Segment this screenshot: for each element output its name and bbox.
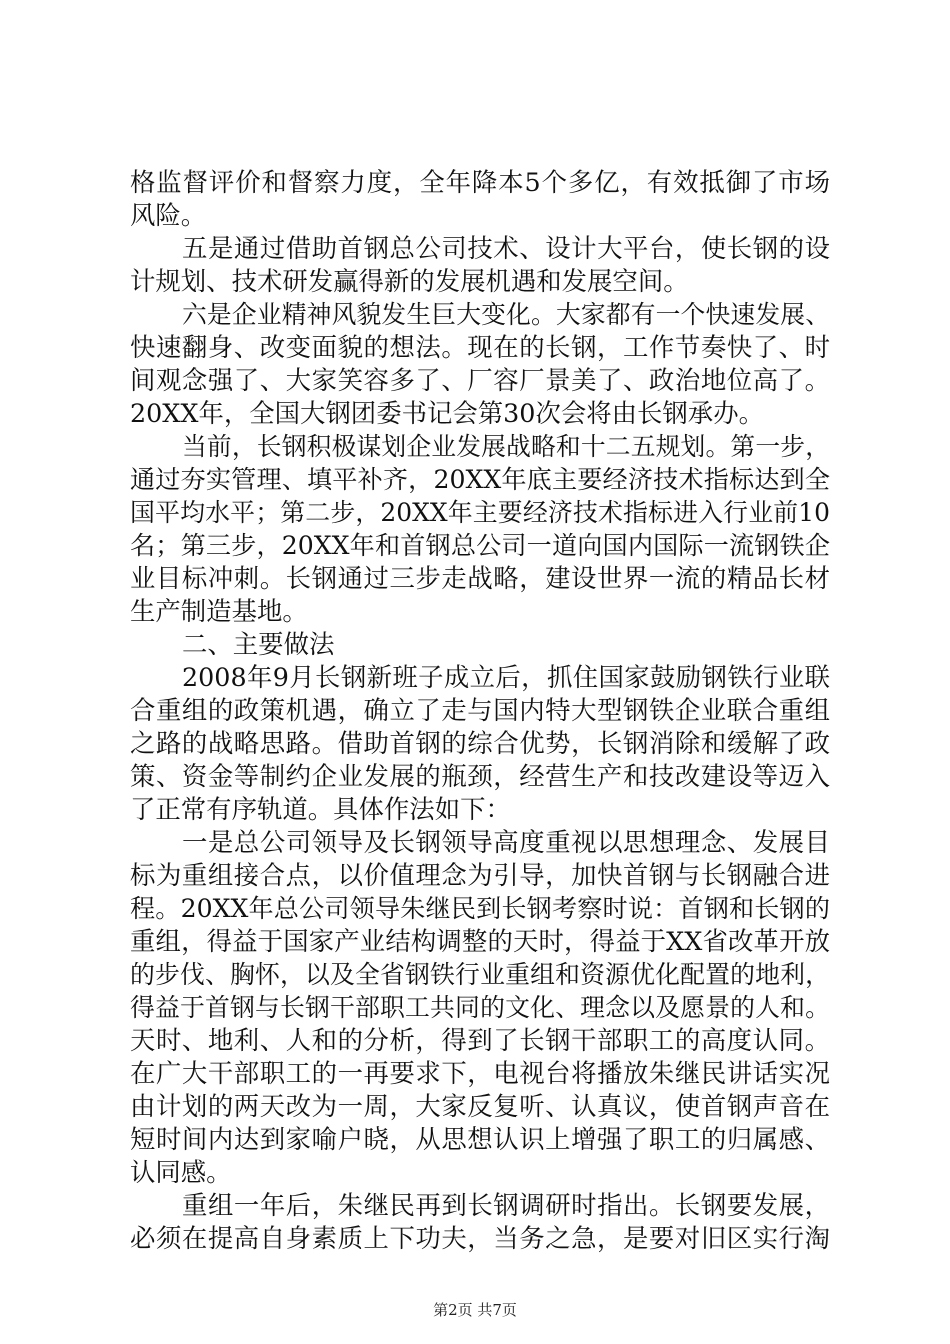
paragraph-line: 由计划的两天改为一周，大家反复听、认真议，使首钢声音在 (130, 1091, 830, 1121)
paragraph-line: 业目标冲刺。长钢通过三步走战略，建设世界一流的精品长材 (130, 563, 830, 593)
paragraph-line: 国平均水平；第二步，20XX年主要经济技术指标进入行业前10 (130, 498, 830, 527)
paragraph-line: 策、资金等制约企业发展的瓶颈，经营生产和技改建设等迈入 (130, 761, 830, 791)
paragraph-line: 六是企业精神风貌发生巨大变化。大家都有一个快速发展、 (182, 300, 830, 329)
paragraph-line: 之路的战略思路。借助首钢的综合优势，长钢消除和缓解了政 (130, 728, 830, 758)
paragraph-line: 生产制造基地。 (130, 596, 308, 626)
paragraph-line: 一是总公司领导及长钢领导高度重视以思想理念、发展目 (182, 827, 830, 857)
paragraph-line: 通过夯实管理、填平补齐，20XX年底主要经济技术指标达到全 (130, 465, 830, 494)
paragraph-line: 在广大干部职工的一再要求下，电视台将播放朱继民讲话实况 (130, 1058, 830, 1088)
paragraph-line: 计规划、技术研发赢得新的发展机遇和发展空间。 (130, 266, 689, 296)
paragraph-line: 程。20XX年总公司领导朱继民到长钢考察时说：首钢和长钢的 (130, 894, 830, 923)
paragraph-line: 格监督评价和督察力度，全年降本5个多亿，有效抵御了市场 (130, 167, 830, 197)
paragraph-line: 必须在提高自身素质上下功夫，当务之急，是要对旧区实行淘 (130, 1223, 830, 1253)
paragraph-line: 重组一年后，朱继民再到长钢调研时指出。长钢要发展， (182, 1190, 830, 1220)
paragraph-line: 短时间内达到家喻户晓，从思想认识上增强了职工的归属感、 (130, 1124, 830, 1154)
page-number-footer: 第2页 共7页 (433, 1301, 517, 1319)
paragraph-line: 的步伐、胸怀，以及全省钢铁行业重组和资源优化配置的地利， (130, 960, 830, 989)
paragraph-line: 五是通过借助首钢总公司技术、设计大平台，使长钢的设 (182, 233, 830, 263)
paragraph-line: 20XX年，全国大钢团委书记会第30次会将由长钢承办。 (130, 398, 764, 428)
document-body (130, 166, 830, 1255)
paragraph-line: 天时、地利、人和的分析，得到了长钢干部职工的高度认同。 (130, 1025, 830, 1055)
paragraph-line: 认同感。 (130, 1157, 232, 1187)
paragraph-line: 合重组的政策机遇，确立了走与国内特大型钢铁企业联合重组 (130, 695, 830, 725)
paragraph-line: 间观念强了、大家笑容多了、厂容厂景美了、政治地位高了。 (130, 365, 830, 395)
paragraph-line: 重组，得益于国家产业结构调整的天时，得益于XX省改革开放 (130, 926, 830, 956)
paragraph-line: 了正常有序轨道。具体作法如下： (130, 794, 511, 824)
paragraph-line: 名；第三步，20XX年和首钢总公司一道向国内国际一流钢铁企 (130, 531, 830, 560)
paragraph-line: 2008年9月长钢新班子成立后，抓住国家鼓励钢铁行业联 (182, 662, 830, 692)
paragraph-line: 快速翻身、改变面貌的想法。现在的长钢，工作节奏快了、时 (130, 332, 830, 362)
section-heading: 二、主要做法 (182, 629, 335, 659)
paragraph-line: 风险。 (130, 200, 207, 230)
paragraph-line: 标为重组接合点，以价值理念为引导，加快首钢与长钢融合进 (130, 860, 830, 890)
paragraph-line: 得益于首钢与长钢干部职工共同的文化、理念以及愿景的人和。 (130, 993, 830, 1022)
paragraph-line: 当前，长钢积极谋划企业发展战略和十二五规划。第一步， (182, 432, 830, 461)
